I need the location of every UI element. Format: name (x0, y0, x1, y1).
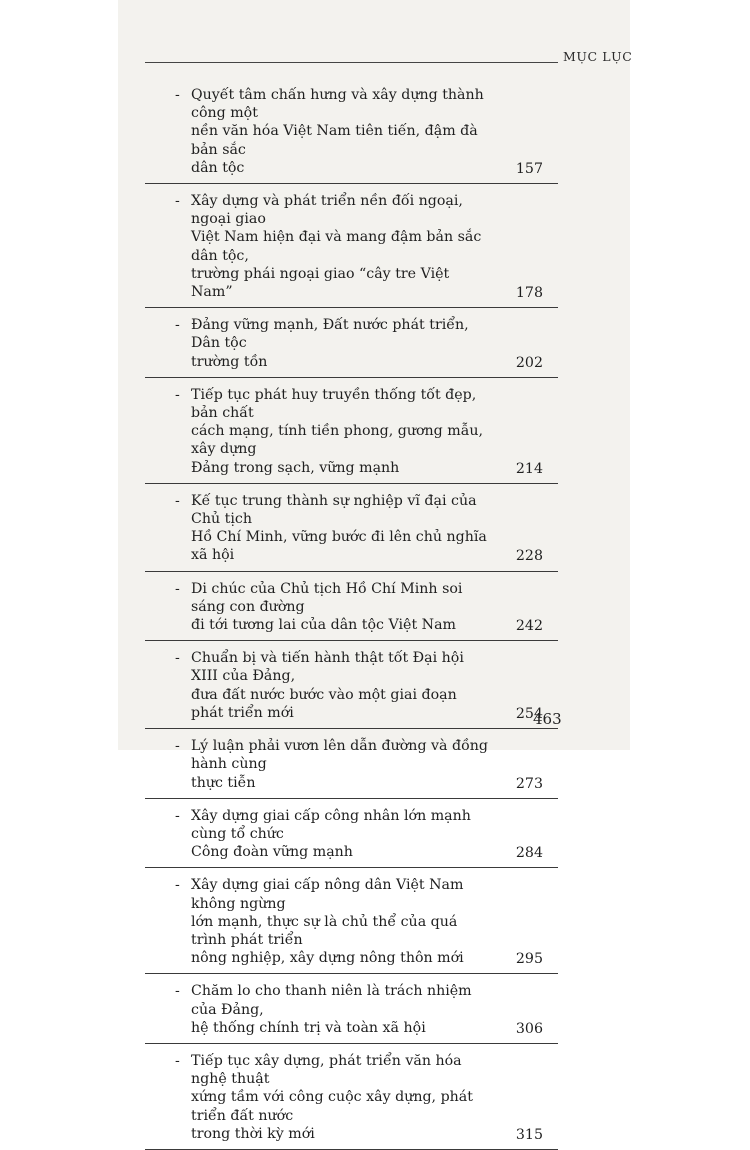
toc-entry-dash: - (175, 87, 180, 103)
toc-entry (145, 572, 558, 642)
toc-entry-page: 306 (515, 1020, 543, 1037)
toc-entry (145, 308, 558, 378)
toc-entry-title: Xây dựng và phát triển nền đối ngoại, ngoại giao Việt Nam hiện đại và mang đậm bản sắc dân tộc, trường phái ngoại giao “cây tre Việt Nam” (191, 193, 482, 301)
toc-entry-page: 157 (515, 160, 543, 177)
toc-entry-dash: - (175, 983, 180, 1000)
toc-entry (145, 641, 558, 729)
toc-entry (145, 1044, 558, 1150)
toc-entry-title: Chăm lo cho thanh niên là trách nhiệm của Đảng, hệ thống chính trị và toàn xã hội (191, 983, 472, 1036)
toc-entry-page: 273 (515, 775, 543, 792)
toc-entry-dash: - (175, 580, 180, 597)
toc-entry (145, 729, 558, 799)
toc-entry (145, 974, 558, 1044)
toc-entry-title: Xây dựng giai cấp công nhân lớn mạnh cùng tổ chức Công đoàn vững mạnh (191, 807, 471, 861)
toc-entry-dash: - (175, 877, 180, 894)
table-of-contents (145, 84, 558, 1150)
toc-entry-dash: - (175, 193, 180, 210)
toc-entry-page: 295 (515, 951, 543, 968)
toc-entry-page: 214 (515, 460, 543, 477)
toc-entry-dash: - (175, 650, 180, 667)
toc-entry (145, 799, 558, 869)
toc-entry-page: 315 (515, 1126, 543, 1143)
toc-entry (145, 378, 558, 484)
toc-entry-page: 202 (515, 354, 543, 371)
toc-entry-title: Kế tục trung thành sự nghiệp vĩ đại của Chủ tịch Hồ Chí Minh, vững bước đi lên chủ nghĩa xã hội (191, 492, 487, 564)
toc-entry-dash: - (175, 1052, 180, 1069)
running-head: MỤC LỤC (563, 49, 633, 64)
toc-entry-title: Quyết tâm chấn hưng và xây dựng thành công một nền văn hóa Việt Nam tiên tiến, đậm đà bản sắc dân tộc (191, 87, 484, 176)
toc-entry (145, 868, 558, 974)
toc-entry-title: Xây dựng giai cấp nông dân Việt Nam không ngừng lớn mạnh, thực sự là chủ thể của quá trình phát triển nông nghiệp, xây dựng nông thôn mới (191, 877, 464, 967)
toc-entry-title: Di chúc của Chủ tịch Hồ Chí Minh soi sáng con đường đi tới tương lai của dân tộc Việt Nam (191, 580, 463, 634)
toc-entry-dash: - (175, 738, 180, 755)
toc-entry-title: Lý luận phải vươn lên dẫn đường và đồng hành cùng thực tiễn (191, 738, 489, 791)
toc-entry (145, 84, 558, 184)
toc-entry-title: Tiếp tục xây dựng, phát triển văn hóa nghệ thuật xứng tầm với công cuộc xây dựng, phát triển đất nước trong thời kỳ mới (191, 1052, 473, 1142)
toc-entry-page: 254 (515, 705, 543, 722)
toc-entry-title: Tiếp tục phát huy truyền thống tốt đẹp, bản chất cách mạng, tính tiền phong, gương mẫu, xây dựng Đảng trong sạch, vững mạnh (191, 386, 484, 476)
toc-entry-dash: - (175, 317, 180, 334)
toc-entry-dash: - (175, 807, 180, 824)
toc-entry-page: 178 (515, 285, 543, 302)
toc-entry (145, 184, 558, 308)
toc-entry-title: Chuẩn bị và tiến hành thật tốt Đại hội XIII của Đảng, đưa đất nước bước vào một giai đoạn phát triển mới (191, 650, 464, 721)
toc-entry-dash: - (175, 492, 180, 509)
header-rule (145, 62, 558, 63)
page-number: 463 (533, 710, 562, 728)
toc-entry-page: 284 (515, 845, 543, 862)
toc-entry (145, 484, 558, 572)
toc-entry-page: 228 (515, 548, 543, 565)
toc-entry-page: 242 (515, 618, 543, 635)
toc-entry-dash: - (175, 386, 180, 403)
toc-entry-title: Đảng vững mạnh, Đất nước phát triển, Dân tộc trường tồn (191, 317, 469, 370)
